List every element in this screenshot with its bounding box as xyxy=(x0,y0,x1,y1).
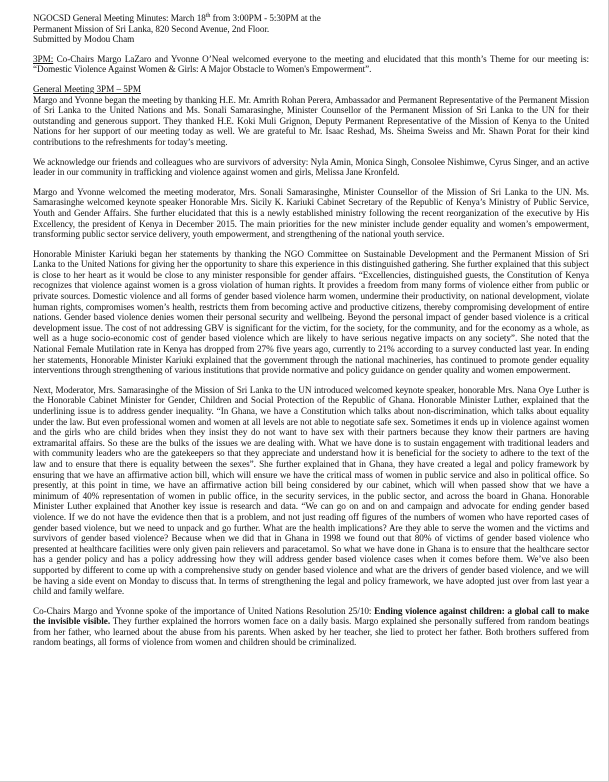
header-title-time: from 3:00PM - 5:30PM at the xyxy=(210,13,321,23)
resolution-title: Ending violence against children: a global call to make the invisible visible. xyxy=(33,605,589,627)
general-meeting-heading xyxy=(33,84,589,95)
moderator-paragraph: Margo and Yvonne welcomed the meeting moderator, Mrs. Sonali Samarasinghe, Minister Counsellor of the Mission of Sri Lanka to the UN. Ms. Samarasinghe welcomed keynote speaker Honorable Mrs. Sicily K. Kariuki Cabinet Secretary of the Republic of Kenya’s Ministry of Public Service, Youth and Gender Affairs. She further elucidated that this is a newly established ministry following the recent reorganization of the executive by His Excellency, the president of Kenya in December 2015. The main priorities for the new minister include gender equality and women’s empowerment, transforming public sector service delivery, youth empowerment, and strengthening of the national youth service. xyxy=(33,186,589,240)
header-submitted-by: Submitted by Modou Cham xyxy=(33,34,135,45)
document-header xyxy=(33,13,589,45)
acknowledgement-paragraph: We acknowledge our friends and colleagues who are survivors of adversity: Nyla Amin, Monica Singh, Consolee Nishimwe, Cyrus Singer, and an active leader in our community in trafficking and violence against women and girls, Melissa Jane Kronfeld. xyxy=(33,156,589,178)
luther-statement-paragraph: Next, Moderator, Mrs. Samarasinghe of the Mission of Sri Lanka to the UN introduced welcomed keynote speaker, honorable Mrs. Nana Oye Luther is the Honorable Cabinet Minister for Gender, Children and Social Protection of the Republic of Ghana. Honorable Minister Luther, explained that the underlining issue is to address gender inequality. “In Ghana, we have a Constitution which talks about non-discrimination, which talks about equality under the law. But even professional women and women at all levels are not able to negotiate safe sex. Sometimes it ends up in violence against women and the girls who are child brides when they insist they do not want to have sex with their partners because they know their partners are having extramarital affairs. So these are the bulks of the issues we are dealing with. What we have done is to sustain engagement with traditional leaders and with community leaders who are the gatekeepers so that they appreciate and understand how it is beneficial for the society to adhere to the text of the law and to ensure that there is equality between the sexes”. She further explained that in Ghana, they have created a legal and policy framework by ensuring that we have an affirmative action bill, which will ensure we have the critical mass of women in public service and also in political office. So presently, at this point in time, we have an affirmative action bill being considered by our cabinet, which will when passed show that we have a minimum of 40% representation of women in public office, in the security services, in the public sector, and across the board in Ghana. Honorable Minister Luther explained that Another key issue is research and data. “We can go on and on and campaign and advocate for ending gender based violence. If we do not have the evidence then that is a problem, and not just reading off figures of the numbers of women who have reported cases of gender based violence, but we need to unpack and go further. What are the health implications? Are they able to serve the women and the victims and survivors of gender based violence? Because when we did that in Ghana in 1998 we found out that 80% of victims of gender based violence who presented at healthcare facilities were only given pain relievers and paracetamol. So what we have done in Ghana is to ensure that the healthcare sector has a gender policy and has a policy addressing how they will address gender based violence cases when it comes before them. We’ve also been supported by different to come up with a comprehensive study on gender based violence and what are the drivers of gender based violence, and we will be having a side event on Monday to discuss that. In terms of strengthening the legal and policy framework, we have adopted just over from last year a child and family welfare. xyxy=(33,384,589,597)
resolution-followup-text: They further explained the horrors women face on a daily basis. Margo explained she personally suffered from random beatings from her father, who learned about the abuse from his parents. When asked by her teacher, she lied to protect her father. Both brothers suffered from random beatings, all forms of violence from women and children should be criminalized. xyxy=(33,616,589,648)
header-location-line: Permanent Mission of Sri Lanka, 820 Second Avenue, 2nd Floor. xyxy=(33,23,270,34)
resolution-paragraph xyxy=(33,606,589,648)
header-title-superscript: th xyxy=(205,12,211,19)
header-title-line xyxy=(33,13,589,24)
intro-text: Co-Chairs Margo LaZaro and Yvonne O’Neal welcomed everyone to the meeting and elucidated that this month’s Theme for our meeting is: “Domestic Violence Against Women & Girls: A Major Obstacle to Women's Empowerment”. xyxy=(33,53,589,75)
document-body xyxy=(33,13,589,648)
general-meeting-heading-text: General Meeting 3PM – 5PM xyxy=(33,83,141,94)
resolution-intro-text: Co-Chairs Margo and Yvonne spoke of the importance of United Nations Resolution 25/10: xyxy=(33,605,375,616)
intro-time: 3PM: xyxy=(33,53,54,64)
thanks-paragraph: Margo and Yvonne began the meeting by thanking H.E. Mr. Amrith Rohan Perera, Ambassador and Permanent Representative of the Permanent Mission of Sri Lanka to the United Nations and Ms. Sonali Samarasinghe, Minister Counsellor of the Permanent Mission of Sri Lanka to the UN for their outstanding and generous support. They thanked H.E. Koki Muli Grignon, Deputy Permanent Representative of the Mission of Kenya to the United Nations for her support of our meeting today as well. We are grateful to Mr. Isaac Reshad, Ms. Sheima Sweiss and Mr. Shawn Porat for their kind contributions to the refreshments for today’s meeting. xyxy=(33,94,589,147)
intro-paragraph xyxy=(33,54,589,75)
header-title-text: NGOCSD General Meeting Minutes: March 18 xyxy=(33,13,206,23)
kariuki-statement-paragraph: Honorable Minister Kariuki began her statements by thanking the NGO Committee on Sustainable Development and the Permanent Mission of Sri Lanka to the United Nations for giving her the opportunity to share this experience in this distinguished gathering. She further explained that this subject is close to her heart as it would be close to any minister responsible for gender affairs. “Excellencies, distinguished guests, the Constitution of Kenya recognizes that violence against women is a gross violation of human rights. It provides a freedom from many forms of violence either from public or private sources. Domestic violence and all forms of gender based violence harm women, undermine their productivity, on national development, violate human rights, compromises women’s health, restricts them from becoming active and productive citizens, thereby compromising development of entire nations. Gender based violence denies women their personal security and wellbeing. Beyond the personal impact of gender based violence is a critical development issue. The cost of not addressing GBV is significant for the victim, for the society, for the community, and for the economy as a whole, as well as a huge socio-economic cost of gender based violence which are likely to have serious negative impacts on any society”. She noted that the National Female Mutilation rate in Kenya has dropped from 27% five years ago, currently to 21% according to a survey conducted last year. In ending her statements, Honorable Minister Kariuki explained that the government through the national machineries, has continued to promote gender equality interventions through strengthening of various institutions that provide normative and policy guidance on gender quality and women empowerment. xyxy=(33,248,589,376)
